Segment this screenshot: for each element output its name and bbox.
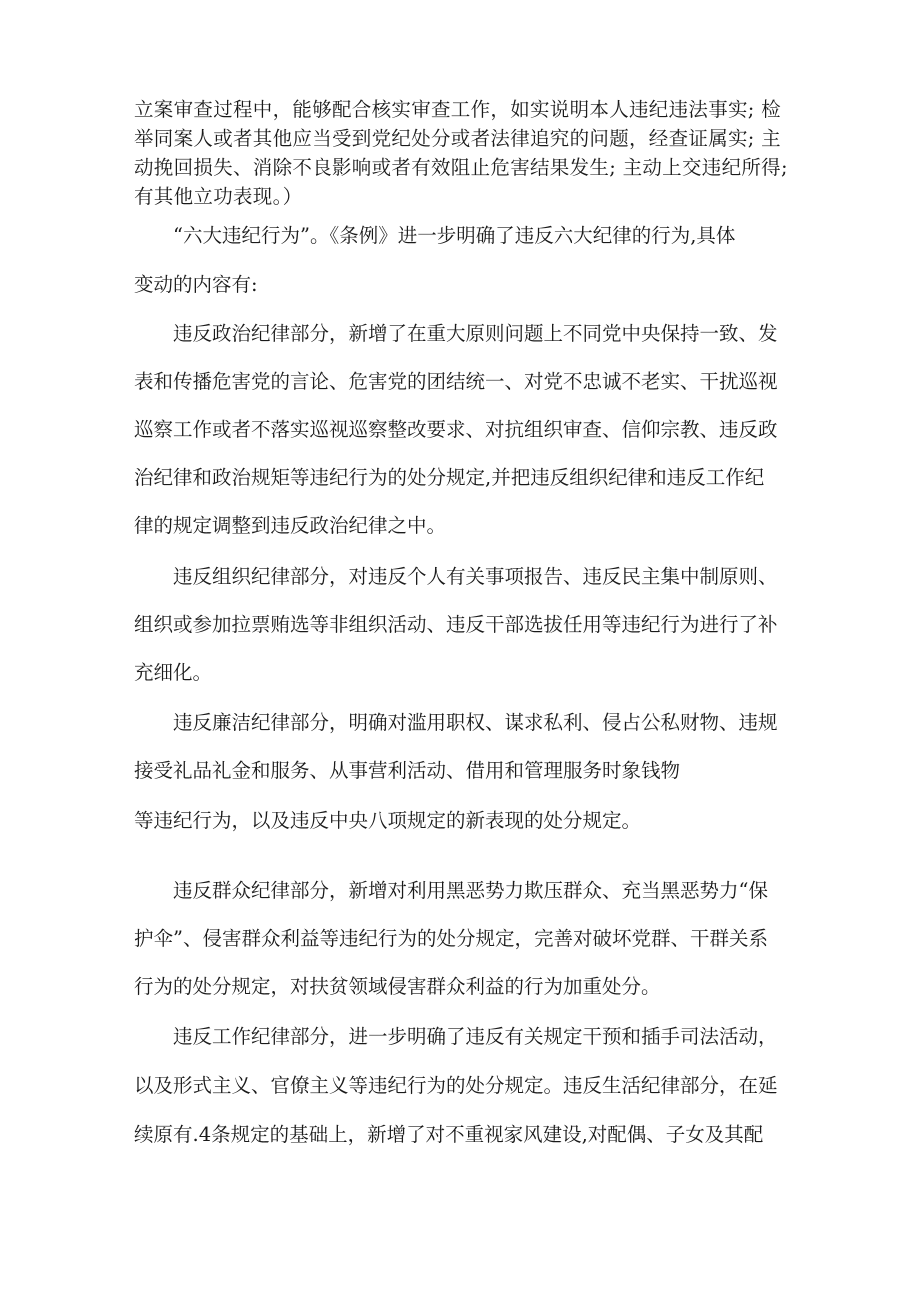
text-line: 违反组织纪律部分，对违反个人有关事项报告、违反民主集中制原则、 [173, 565, 778, 588]
text-line: 表和传播危害党的言论、危害党的团结统一、对党不忠诚不老实、干扰巡视 [134, 370, 778, 393]
text-line: 有其他立功表现。） [134, 185, 303, 208]
text-line: 举同案人或者其他应当受到党纪处分或者法律追究的问题，经查证属实; 主 [134, 127, 781, 150]
text-line: 动挽回损失、消除不良影响或者有效阻止危害结果发生; 主动上交违纪所得; [134, 156, 788, 179]
text-line: 违反政治纪律部分，新增了在重大原则问题上不同党中央保持一致、发 [173, 322, 778, 345]
text-line: 违反群众纪律部分，新增对利用黑恶势力欺压群众、充当黑恶势力“保 [173, 879, 768, 902]
text-line: 以及形式主义、官僚主义等违纪行为的处分规定。违反生活纪律部分，在延 [134, 1074, 778, 1097]
text-line: 接受礼品礼金和服务、从事营利活动、借用和管理服务时象钱物 [134, 759, 681, 782]
text-line: 违反廉洁纪律部分，明确对滥用职权、谋求私利、侵占公私财物、违规 [173, 711, 778, 734]
text-line: 护伞”、侵害群众利益等违纪行为的处分规定，完善对破坏党群、干群关系 [134, 927, 768, 950]
text-line: 等违纪行为，以及违反中央八项规定的新表现的处分规定。 [134, 809, 642, 832]
text-line: 变动的内容有: [134, 273, 258, 296]
text-line: 巡察工作或者不落实巡视巡察整改要求、对抗组织审查、信仰宗教、违反政 [134, 418, 778, 441]
text-line: 充细化。 [134, 661, 213, 684]
text-line: 立案审查过程中，能够配合核实审查工作，如实说明本人违纪违法事实; 检 [134, 98, 781, 121]
text-line: 违反工作纪律部分，进一步明确了违反有关规定干预和插手司法活动， [173, 1025, 778, 1048]
text-line: 组织或参加拉票贿选等非组织活动、违反干部选拔任用等违纪行为进行了补 [134, 613, 778, 636]
text-line: “六大违纪行为”。《条例》进一步明确了违反六大纪律的行为,具体 [173, 224, 736, 247]
text-line: 行为的处分规定，对扶贫领域侵害群众利益的行为加重处分。 [134, 975, 661, 998]
text-line: 治纪律和政治规矩等违纪行为的处分规定,并把违反组织纪律和违反工作纪 [134, 466, 765, 489]
text-line: 律的规定调整到违反政治纪律之中。 [134, 514, 447, 537]
text-line: 续原有.4条规定的基础上，新增了对不重视家风建设,对配偶、子女及其配 [134, 1123, 764, 1146]
